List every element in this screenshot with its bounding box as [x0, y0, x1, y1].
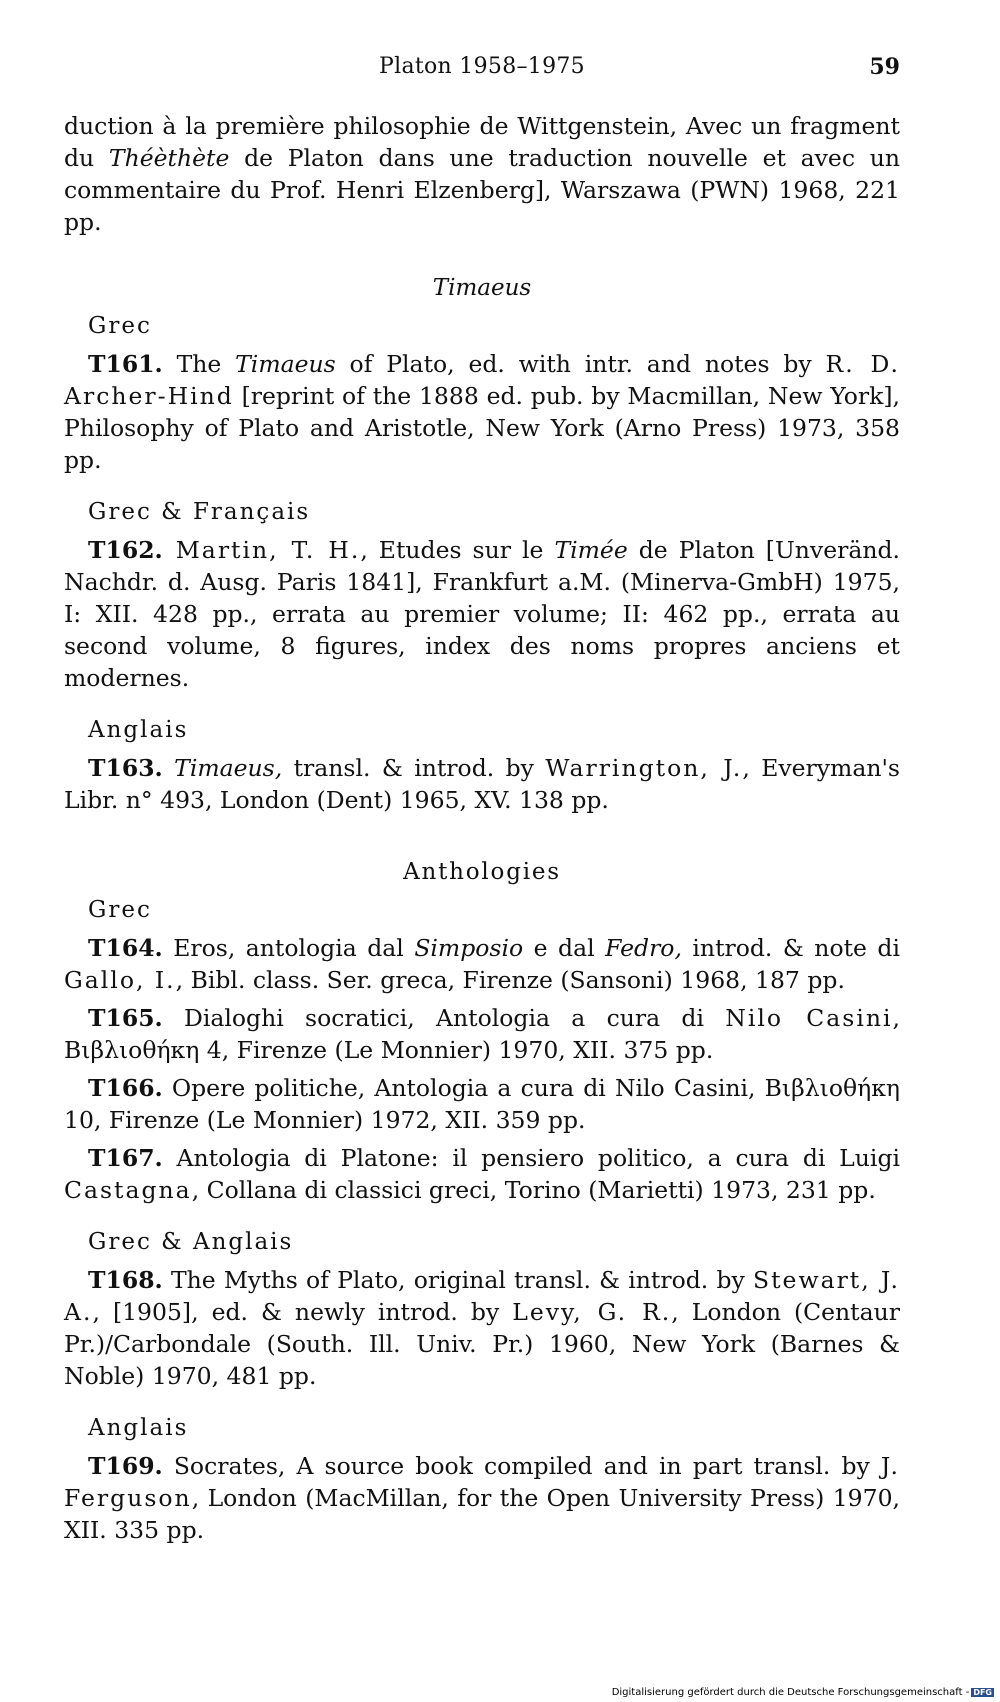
credit-text: Digitalisierung gefördert durch die Deutsche Forschungsgemeinschaft -: [611, 1687, 970, 1698]
entry-t169: [64, 1450, 900, 1546]
intro-text-a: duction à la première philosophie de Wittgenstein, Avec un fragment du: [64, 112, 900, 172]
entry-text: , Collana di classici greci, Torino (Marietti) 1973, 231 pp.: [191, 1176, 876, 1204]
entry-t164: [64, 932, 900, 996]
entry-text: of Plato, ed. with intr. and notes by: [335, 350, 826, 378]
entry-t162: [64, 534, 900, 694]
entry-text: The Myths of Plato, original transl. & introd. by: [162, 1266, 753, 1294]
entry-italic: Timaeus: [235, 350, 336, 378]
running-title: Platon 1958–1975: [379, 54, 585, 79]
entry-number: T167.: [88, 1144, 163, 1172]
entry-number: T166.: [88, 1074, 163, 1102]
entry-t163: [64, 752, 900, 816]
running-head: [64, 54, 900, 84]
entry-author: Gallo, I.: [64, 966, 176, 994]
entry-t168: [64, 1264, 900, 1392]
entry-italic: Fedro,: [605, 934, 682, 962]
entry-text: , London (Centaur Pr.)/Carbondale (South. Ill. Univ. Pr.) 1960, New York (Barnes & Noble) 1970, 481 pp.: [64, 1298, 900, 1390]
entry-number: T161.: [88, 350, 163, 378]
entry-number: T169.: [88, 1452, 163, 1480]
lang-heading-grec: Grec: [88, 313, 152, 339]
page-number: 59: [869, 54, 900, 80]
entry-t161: [64, 348, 900, 476]
lang-heading-grec-anglais: Grec & Anglais: [88, 1229, 294, 1255]
section-title-anthologies: Anthologies: [403, 859, 561, 885]
entry-t166: [64, 1072, 900, 1136]
entry-text: The: [162, 350, 236, 378]
entry-number: T163.: [88, 754, 163, 782]
intro-text-b: de Platon dans une traduction nouvelle et avec un commentaire du Prof. Henri Elzenberg], Warszawa (PWN) 1968, 221 pp.: [64, 144, 900, 236]
entry-author: Stewart, J. A.: [64, 1266, 900, 1326]
entry-text: , London (MacMillan, for the Open University Press) 1970, XII. 335 pp.: [64, 1484, 900, 1544]
entry-text: Socrates, A source book compiled and in part transl. by: [162, 1452, 881, 1480]
entry-text: de Platon [Unveränd. Nachdr. d. Ausg. Paris 1841], Frankfurt a.M. (Minerva-GmbH) 1975, I: XII. 428 pp., errata au premier volume; II: 462 pp., errata au second volume, 8 figures, index des noms propres anciens et modernes.: [64, 536, 900, 692]
lang-heading-grec: Grec: [88, 897, 152, 923]
entry-text: Dialoghi socratici, Antologia a cura di: [162, 1004, 726, 1032]
lang-heading-anglais: Anglais: [88, 717, 189, 743]
entry-text: transl. & introd. by: [282, 754, 546, 782]
entry-text: Antologia di Platone: il pensiero politico, a cura di Luigi: [162, 1144, 900, 1172]
entry-number: T165.: [88, 1004, 163, 1032]
entry-italic: Simposio: [414, 934, 524, 962]
entry-t167: [64, 1142, 900, 1206]
entry-text: , Everyman's Libr. n° 493, London (Dent) 1965, XV. 138 pp.: [64, 754, 900, 814]
intro-paragraph: [64, 110, 900, 238]
digitization-credit: [612, 1687, 994, 1698]
entry-text: introd. & note di: [681, 934, 900, 962]
entry-text: , Bibl. class. Ser. greca, Firenze (Sansoni) 1968, 187 pp.: [175, 966, 845, 994]
entry-text: Opere politiche, Antologia a cura di Nilo Casini, Βιβλιοθήκη 10, Firenze (Le Monnier) 1972, XII. 359 pp.: [64, 1074, 900, 1134]
entry-author: Nilo Casini: [725, 1004, 893, 1032]
entry-author: R. D. Archer-Hind: [64, 350, 900, 410]
intro-italic-title: Théèthète: [108, 144, 230, 172]
entry-author: Warrington, J.: [545, 754, 743, 782]
entry-text: , Βιβλιοθήκη 4, Firenze (Le Monnier) 1970, XII. 375 pp.: [64, 1004, 901, 1064]
entry-text: , Etudes sur le: [360, 536, 555, 564]
entry-number: T164.: [88, 934, 163, 962]
entry-author: Castagna: [64, 1176, 192, 1204]
entry-text: Eros, antologia dal: [162, 934, 415, 962]
entry-number: T168.: [88, 1266, 163, 1294]
entry-author: Levy, G. R.: [512, 1298, 672, 1326]
lang-heading-grec-francais: Grec & Français: [88, 499, 311, 525]
entry-number: T162.: [88, 536, 163, 564]
dfg-logo: DFG: [973, 1688, 992, 1697]
entry-italic: Timée: [554, 536, 628, 564]
entry-text: [reprint of the 1888 ed. pub. by Macmillan, New York], Philosophy of Plato and Aristotle, New York (Arno Press) 1973, 358 pp.: [64, 382, 900, 474]
lang-heading-anglais: Anglais: [88, 1415, 189, 1441]
entry-author: Martin, T. H.: [162, 536, 361, 564]
entry-author: J. Ferguson: [64, 1452, 900, 1512]
section-title-timaeus: Timaeus: [432, 275, 532, 301]
entry-t165: [64, 1002, 900, 1066]
entry-text: e dal: [523, 934, 606, 962]
content: [64, 110, 900, 1546]
entry-text: , [1905], ed. & newly introd. by: [92, 1298, 513, 1326]
entry-italic: Timaeus,: [162, 754, 283, 782]
